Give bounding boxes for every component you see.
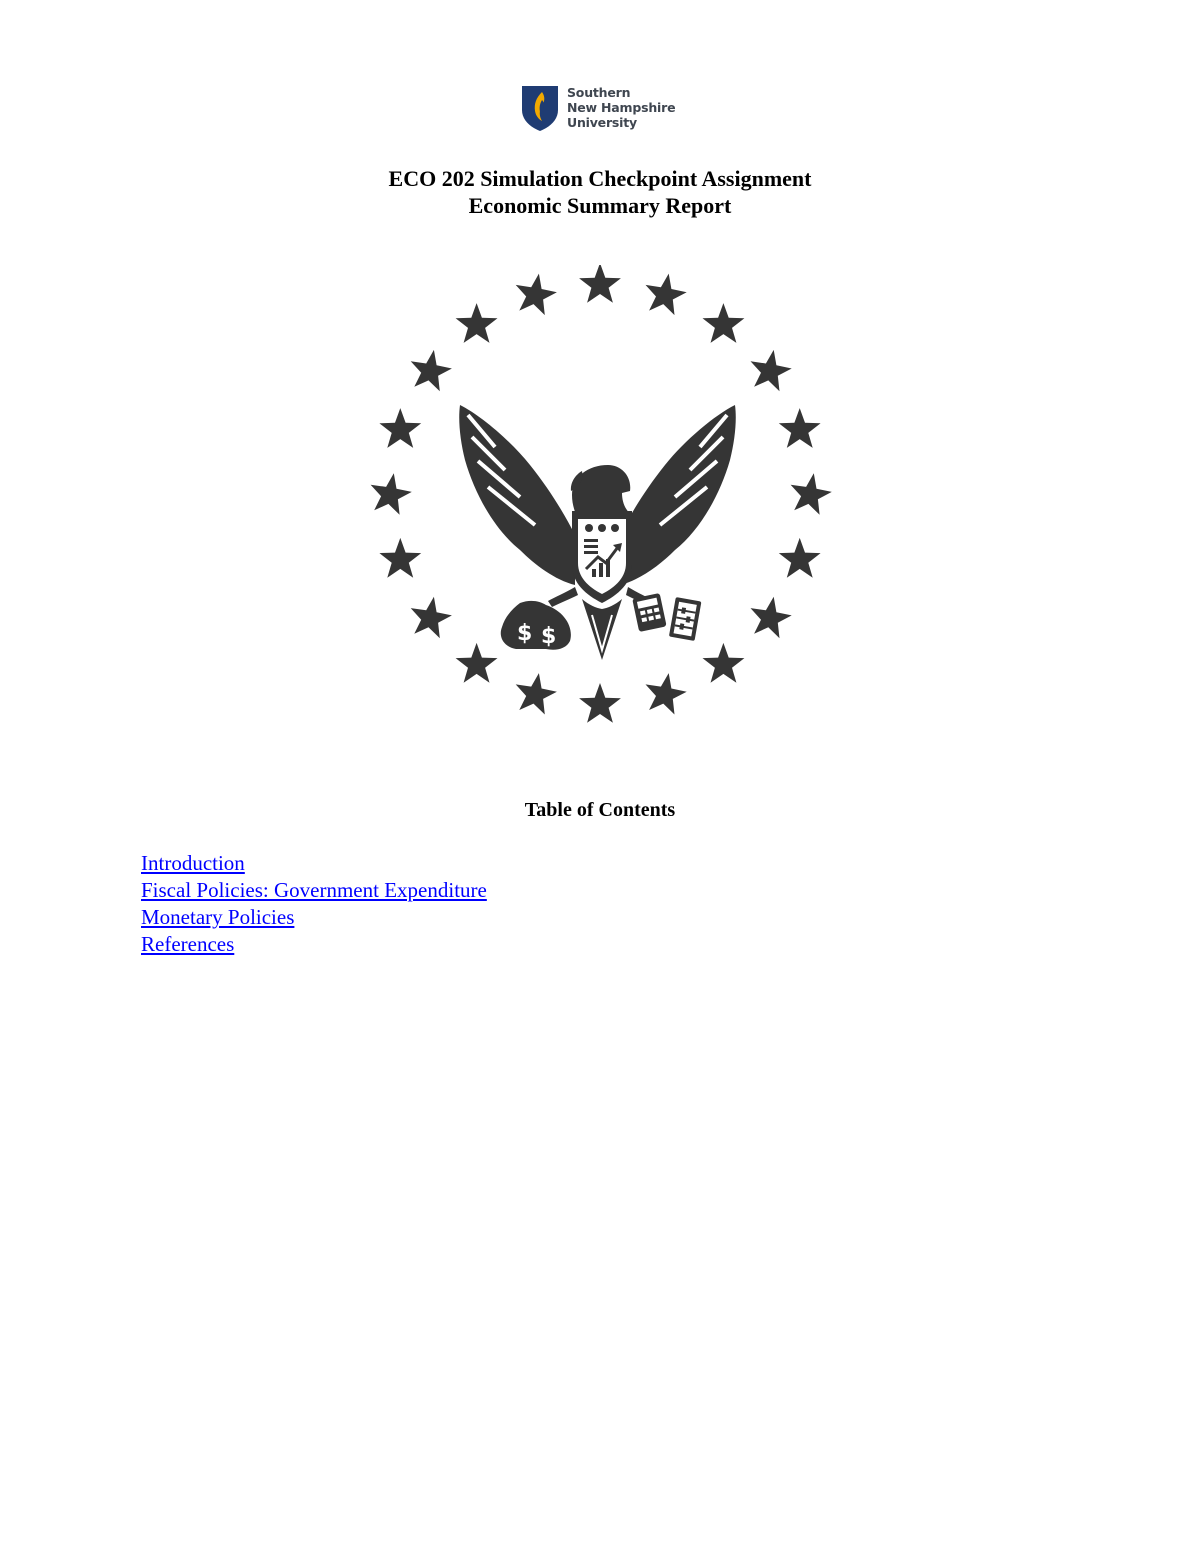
star-icon [456, 643, 498, 683]
toc-heading: Table of Contents [524, 799, 676, 821]
title-block [0, 165, 1200, 219]
star-icon [751, 597, 792, 638]
star-icon [516, 274, 557, 316]
document-title: ECO 202 Simulation Checkpoint Assignment [388, 166, 812, 191]
star-icon [371, 473, 412, 515]
star-icon [779, 408, 821, 448]
toc-link-references[interactable]: References [141, 932, 235, 956]
toc-link-monetary-policies[interactable]: Monetary Policies [141, 905, 295, 929]
eagle-icon [459, 405, 736, 660]
svg-text:$: $ [517, 621, 533, 646]
toc-item [141, 904, 487, 931]
logo-line-3: University [567, 115, 637, 130]
toc-item [141, 931, 487, 958]
star-icon [456, 303, 498, 343]
star-icon [751, 350, 792, 391]
svg-text:$: $ [541, 624, 557, 649]
document-subtitle: Economic Summary Report [468, 193, 732, 218]
university-logo [520, 84, 690, 134]
toc-item [141, 850, 487, 877]
shield-flame-icon [520, 84, 560, 132]
star-icon [779, 538, 821, 578]
logo-line-2: New Hampshire [567, 100, 676, 115]
star-icon [379, 408, 421, 448]
logo-line-1: Southern [567, 85, 631, 100]
star-icon [579, 265, 621, 303]
star-icon [703, 643, 745, 683]
star-icon [379, 538, 421, 578]
toc-link-introduction[interactable]: Introduction [141, 851, 245, 875]
toc-list [141, 850, 487, 958]
toc-item [141, 877, 487, 904]
university-name [567, 85, 675, 130]
star-icon [411, 597, 452, 638]
star-icon [516, 673, 557, 714]
star-icon [703, 303, 745, 343]
star-icon [646, 274, 687, 316]
star-icon [791, 473, 832, 515]
eagle-crest-icon [360, 265, 840, 745]
star-icon [411, 350, 452, 391]
toc-link-fiscal-policies[interactable]: Fiscal Policies: Government Expenditure [141, 878, 487, 902]
star-icon [579, 683, 621, 723]
star-icon [646, 673, 687, 714]
